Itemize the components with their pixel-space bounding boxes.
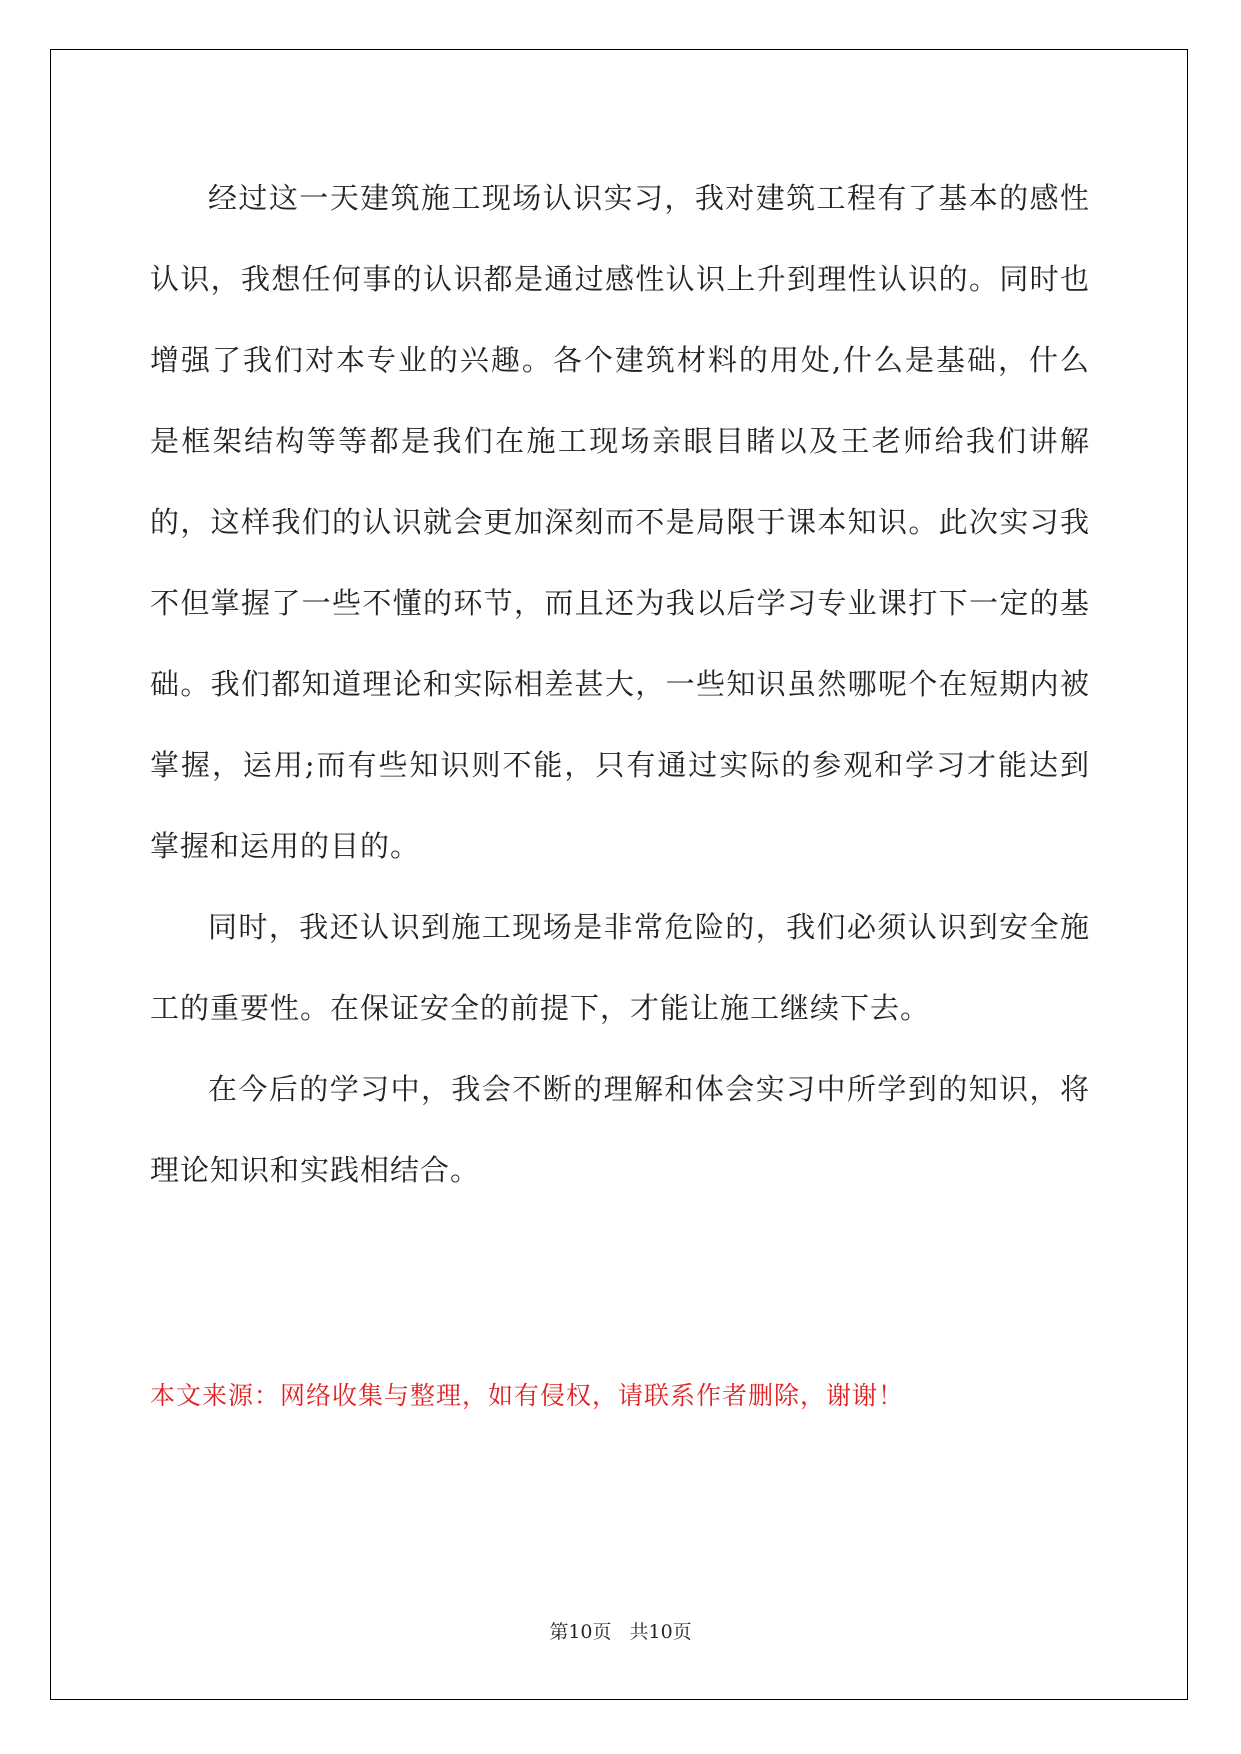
source-note: 本文来源：网络收集与整理，如有侵权，请联系作者删除，谢谢！ bbox=[150, 1381, 905, 1410]
document-body bbox=[150, 158, 1090, 1211]
page-footer bbox=[0, 1617, 1241, 1644]
total-pages-label: 共10页 bbox=[629, 1621, 692, 1643]
current-page-label: 第10页 bbox=[549, 1621, 612, 1643]
paragraph-1: 经过这一天建筑施工现场认识实习，我对建筑工程有了基本的感性认识，我想任何事的认识都是通过感性认识上升到理性认识的。同时也增强了我们对本专业的兴趣。各个建筑材料的用处,什么是基础，什么是框架结构等等都是我们在施工现场亲眼目睹以及王老师给我们讲解的，这样我们的认识就会更加深刻而不是局限于课本知识。此次实习我不但掌握了一些不懂的环节，而且还为我以后学习专业课打下一定的基础。我们都知道理论和实际相差甚大，一些知识虽然哪呢个在短期内被掌握，运用;而有些知识则不能，只有通过实际的参观和学习才能达到掌握和运用的目的。 bbox=[150, 181, 1090, 863]
paragraph-3: 在今后的学习中，我会不断的理解和体会实习中所学到的知识，将理论知识和实践相结合。 bbox=[150, 1072, 1090, 1187]
paragraph-2: 同时，我还认识到施工现场是非常危险的，我们必须认识到安全施工的重要性。在保证安全的前提下，才能让施工继续下去。 bbox=[150, 910, 1090, 1025]
